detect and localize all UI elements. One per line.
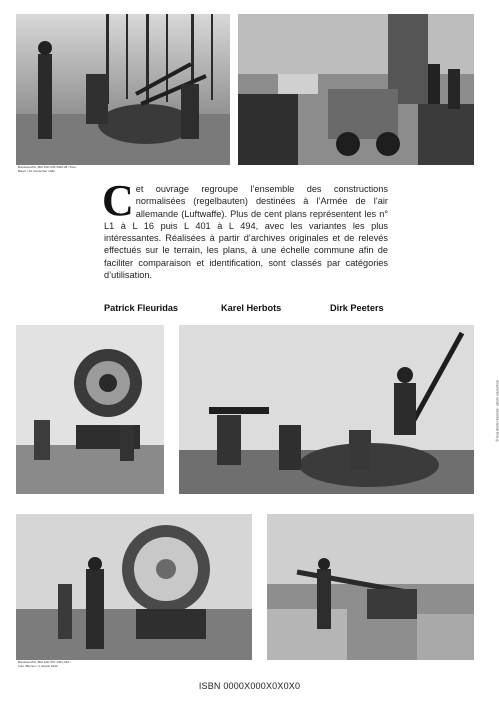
intro-paragraph bbox=[102, 176, 388, 281]
photo-flak-ammunition-truck bbox=[238, 14, 474, 165]
photo-searchlight-crew bbox=[16, 325, 164, 494]
author-2: Karel Herbots bbox=[221, 303, 282, 313]
photo-credit-bottom-left: Bundesarchiv, Bild 101I-357-1051-03A / Foto: Blumen / 1 Januar 1942 bbox=[18, 660, 71, 668]
intro-dropcap: C bbox=[102, 176, 134, 225]
author-3: Dirk Peeters bbox=[330, 303, 384, 313]
photo-credit-top-left: Bundesarchiv, Bild 101I-635-3992-28 / Foto: Bauer / 19. Dezember 1940 bbox=[18, 165, 77, 173]
side-copyright-note: © tous droits réservés · photo couverture bbox=[495, 380, 499, 442]
photo-flak-gun-crew-top-left bbox=[16, 14, 230, 165]
intro-text: et ouvrage regroupe l’ensemble des constructions normalisées (regelbauten) destinées à l’Armée de l’air allemande (Luftwaffe). Plus de cent plans représentent les n° L1 à L 16 puis L 401 à L 494, avec les variantes les plus intéressantes. Réalisées à partir d’archives originales et de relevés effectués sur le terrain, les plans, à une échelle commune afin de faciliter comparaison et identification, sont classés par catégories d’utilisation. bbox=[104, 184, 388, 281]
photo-large-searchlight bbox=[16, 514, 252, 660]
photo-flak-crew-field bbox=[179, 325, 474, 494]
isbn: ISBN 0000X000X0X0X0 bbox=[198, 681, 301, 691]
author-1: Patrick Fleuridas bbox=[104, 303, 179, 313]
photo-gun-emplacement bbox=[267, 514, 474, 660]
